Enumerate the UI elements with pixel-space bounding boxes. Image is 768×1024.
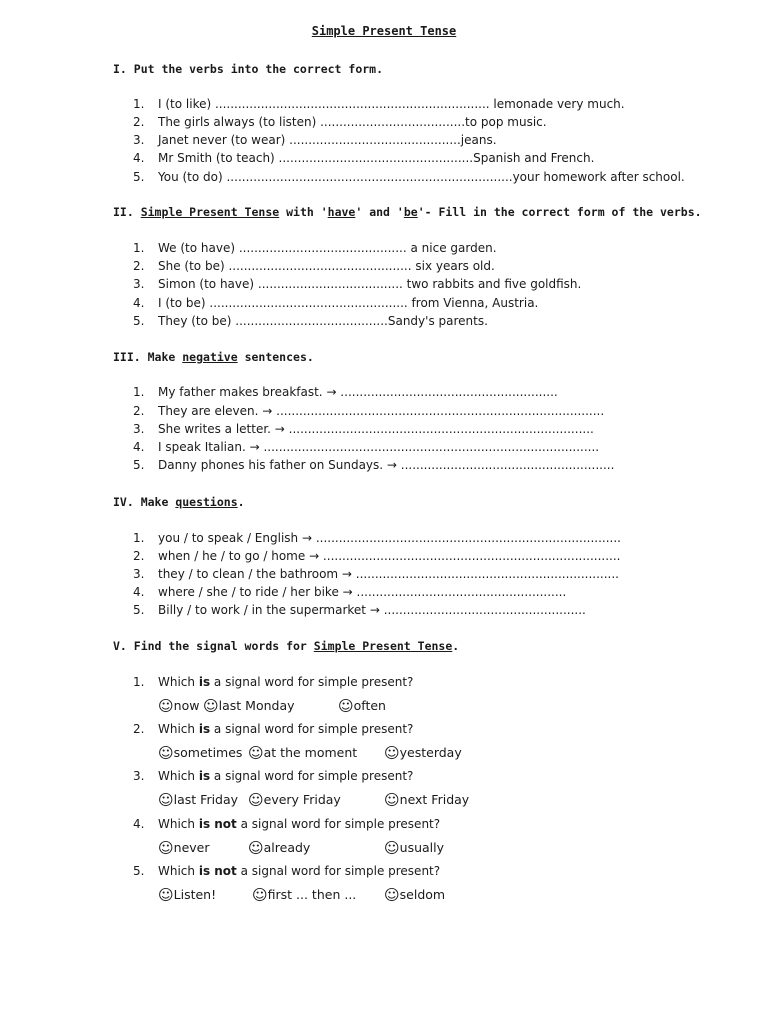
option-label: sometimes (173, 745, 243, 760)
section-2-item-4 (133, 296, 538, 310)
section-2-item-1 (133, 241, 497, 255)
item-text: They (to be) ........................................Sandy's parents. (158, 314, 488, 328)
item-text: I (to like) ........................................................................ lemonade very much. (158, 97, 625, 111)
option-label: last Friday (173, 792, 239, 807)
item-text: they / to clean / the bathroom → ..................................................................... (158, 567, 619, 581)
option-label: already (263, 840, 311, 855)
item-number: 5. (133, 314, 145, 328)
heading-underlined: have (327, 205, 356, 219)
item-text: My father makes breakfast. → ......................................................... (158, 385, 558, 399)
heading-text: V. Find the signal words for (113, 639, 314, 653)
item-number: 4. (133, 440, 145, 454)
item-number: 1. (133, 675, 145, 689)
item-number: 5. (133, 603, 145, 617)
item-number: 1. (133, 97, 145, 111)
option[interactable] (248, 791, 341, 809)
section-3-item-2 (133, 404, 604, 418)
smiley-icon: ☺ (248, 839, 264, 857)
heading-text: III. Make (113, 350, 183, 364)
heading-text: sentences. (237, 350, 314, 364)
question-emphasis: is not (198, 864, 237, 878)
smiley-icon: ☺ (158, 839, 174, 857)
option-label: every Friday (263, 792, 341, 807)
option[interactable] (252, 886, 356, 904)
option[interactable] (248, 744, 357, 762)
item-number: 2. (133, 259, 145, 273)
smiley-icon: ☺ (158, 791, 174, 809)
item-number: 1. (133, 241, 145, 255)
option-label: never (173, 840, 210, 855)
section-2-item-2 (133, 259, 495, 273)
item-number: 3. (133, 422, 145, 436)
item-number: 3. (133, 133, 145, 147)
heading-underlined: Simple Present Tense (140, 205, 280, 219)
question-emphasis: is (198, 769, 211, 783)
item-text: Janet never (to wear) .............................................jeans. (158, 133, 497, 147)
item-text: you / to speak / English → ................................................................................ (158, 531, 621, 545)
option-label: usually (399, 840, 445, 855)
option[interactable] (338, 697, 386, 715)
item-text: I speak Italian. → ........................................................................................ (158, 440, 600, 454)
item-number: 2. (133, 722, 145, 736)
section-1-item-3 (133, 133, 497, 147)
question-emphasis: is (198, 675, 211, 689)
question-text: Which (158, 675, 199, 689)
question-text: Which (158, 722, 199, 736)
heading-text: . (452, 639, 460, 653)
option[interactable] (203, 697, 295, 715)
smiley-icon: ☺ (384, 744, 400, 762)
option[interactable] (158, 697, 199, 715)
section-5-heading (113, 639, 459, 653)
section-3-item-3 (133, 422, 594, 436)
option-label: now (173, 698, 200, 713)
option-label: next Friday (399, 792, 470, 807)
option-label: yesterday (399, 745, 462, 760)
heading-text: with ' (279, 205, 328, 219)
item-number: 4. (133, 817, 145, 831)
section-3-item-1 (133, 385, 558, 399)
section-4-item-2 (133, 549, 620, 563)
section-3-heading (113, 350, 314, 364)
item-number: 1. (133, 531, 145, 545)
option[interactable] (158, 839, 209, 857)
option-label: Listen! (173, 887, 217, 902)
section-2-item-5 (133, 314, 488, 328)
section-5-question-3 (133, 769, 413, 783)
heading-text: . (237, 495, 245, 509)
section-3-item-4 (133, 440, 599, 454)
section-1-item-2 (133, 115, 547, 129)
item-text: You (to do) ...........................................................................your homework after school. (158, 170, 685, 184)
question-text: a signal word for simple present? (236, 817, 441, 831)
item-text: We (to have) ............................................ a nice garden. (158, 241, 497, 255)
section-5-question-5 (133, 864, 440, 878)
item-text: Danny phones his father on Sundays. → ........................................................ (158, 458, 615, 472)
question-text: Which (158, 817, 199, 831)
item-text: She writes a letter. → ................................................................................ (158, 422, 594, 436)
item-number: 4. (133, 296, 145, 310)
question-text: Which (158, 769, 199, 783)
option-label: at the moment (263, 745, 358, 760)
section-5-question-1 (133, 675, 413, 689)
option[interactable] (384, 839, 444, 857)
item-number: 3. (133, 277, 145, 291)
heading-underlined: Simple Present Tense (313, 639, 453, 653)
heading-text: ' and ' (355, 205, 404, 219)
item-text: Simon (to have) ...................................... two rabbits and five goldfish. (158, 277, 582, 291)
option[interactable] (248, 839, 310, 857)
section-1-item-4 (133, 151, 594, 165)
smiley-icon: ☺ (158, 886, 174, 904)
option[interactable] (384, 886, 445, 904)
option-label: often (353, 698, 386, 713)
section-1-item-1 (133, 97, 625, 111)
section-4-heading (113, 495, 245, 509)
section-2-heading (113, 205, 702, 219)
section-5-question-2 (133, 722, 413, 736)
section-4-item-4 (133, 585, 566, 599)
heading-text: '- Fill in the correct form of the verbs. (417, 205, 702, 219)
section-2-item-3 (133, 277, 581, 291)
smiley-icon: ☺ (158, 697, 174, 715)
smiley-icon: ☺ (338, 697, 354, 715)
item-text: They are eleven. → ...................................................................................... (158, 404, 605, 418)
question-text: a signal word for simple present? (236, 864, 441, 878)
question-emphasis: is not (198, 817, 237, 831)
question-text: a signal word for simple present? (210, 769, 414, 783)
page-title: Simple Present Tense (311, 24, 457, 38)
heading-text: IV. Make (113, 495, 176, 509)
section-4-item-5 (133, 603, 586, 617)
option[interactable] (384, 744, 462, 762)
option-label: last Monday (218, 698, 295, 713)
heading-underlined: questions (175, 495, 238, 509)
item-number: 4. (133, 151, 145, 165)
item-number: 3. (133, 769, 145, 783)
smiley-icon: ☺ (252, 886, 268, 904)
item-number: 2. (133, 404, 145, 418)
question-emphasis: is (198, 722, 211, 736)
smiley-icon: ☺ (384, 886, 400, 904)
option-label: seldom (399, 887, 446, 902)
section-5-question-4 (133, 817, 440, 831)
smiley-icon: ☺ (384, 791, 400, 809)
heading-underlined: be (403, 205, 418, 219)
option[interactable] (158, 886, 216, 904)
item-number: 5. (133, 170, 145, 184)
item-text: Mr Smith (to teach) ...................................................Spanish and French. (158, 151, 595, 165)
smiley-icon: ☺ (384, 839, 400, 857)
section-4-item-3 (133, 567, 619, 581)
section-4-item-1 (133, 531, 621, 545)
item-text: The girls always (to listen) ......................................to pop music. (158, 115, 547, 129)
question-text: a signal word for simple present? (210, 675, 414, 689)
smiley-icon: ☺ (248, 744, 264, 762)
question-text: a signal word for simple present? (210, 722, 414, 736)
item-number: 3. (133, 567, 145, 581)
smiley-icon: ☺ (158, 744, 174, 762)
option[interactable] (384, 791, 469, 809)
item-number: 4. (133, 585, 145, 599)
item-number: 5. (133, 864, 145, 878)
item-text: Billy / to work / in the supermarket → ..................................................... (158, 603, 586, 617)
item-number: 2. (133, 549, 145, 563)
question-text: Which (158, 864, 199, 878)
item-text: where / she / to ride / her bike → ....................................................... (158, 585, 567, 599)
item-text: I (to be) .................................................... from Vienna, Austria. (158, 296, 539, 310)
heading-underlined: negative (182, 350, 238, 364)
section-1-item-5 (133, 170, 685, 184)
item-number: 1. (133, 385, 145, 399)
smiley-icon: ☺ (203, 697, 219, 715)
option-label: first ... then ... (267, 887, 357, 902)
heading-text: II. (113, 205, 141, 219)
option[interactable] (158, 791, 238, 809)
item-text: when / he / to go / home → .............................................................................. (158, 549, 621, 563)
smiley-icon: ☺ (248, 791, 264, 809)
item-number: 2. (133, 115, 145, 129)
section-1-heading: I. Put the verbs into the correct form. (113, 62, 384, 76)
option[interactable] (158, 744, 242, 762)
section-3-item-5 (133, 458, 614, 472)
item-text: She (to be) ................................................ six years old. (158, 259, 495, 273)
item-number: 5. (133, 458, 145, 472)
